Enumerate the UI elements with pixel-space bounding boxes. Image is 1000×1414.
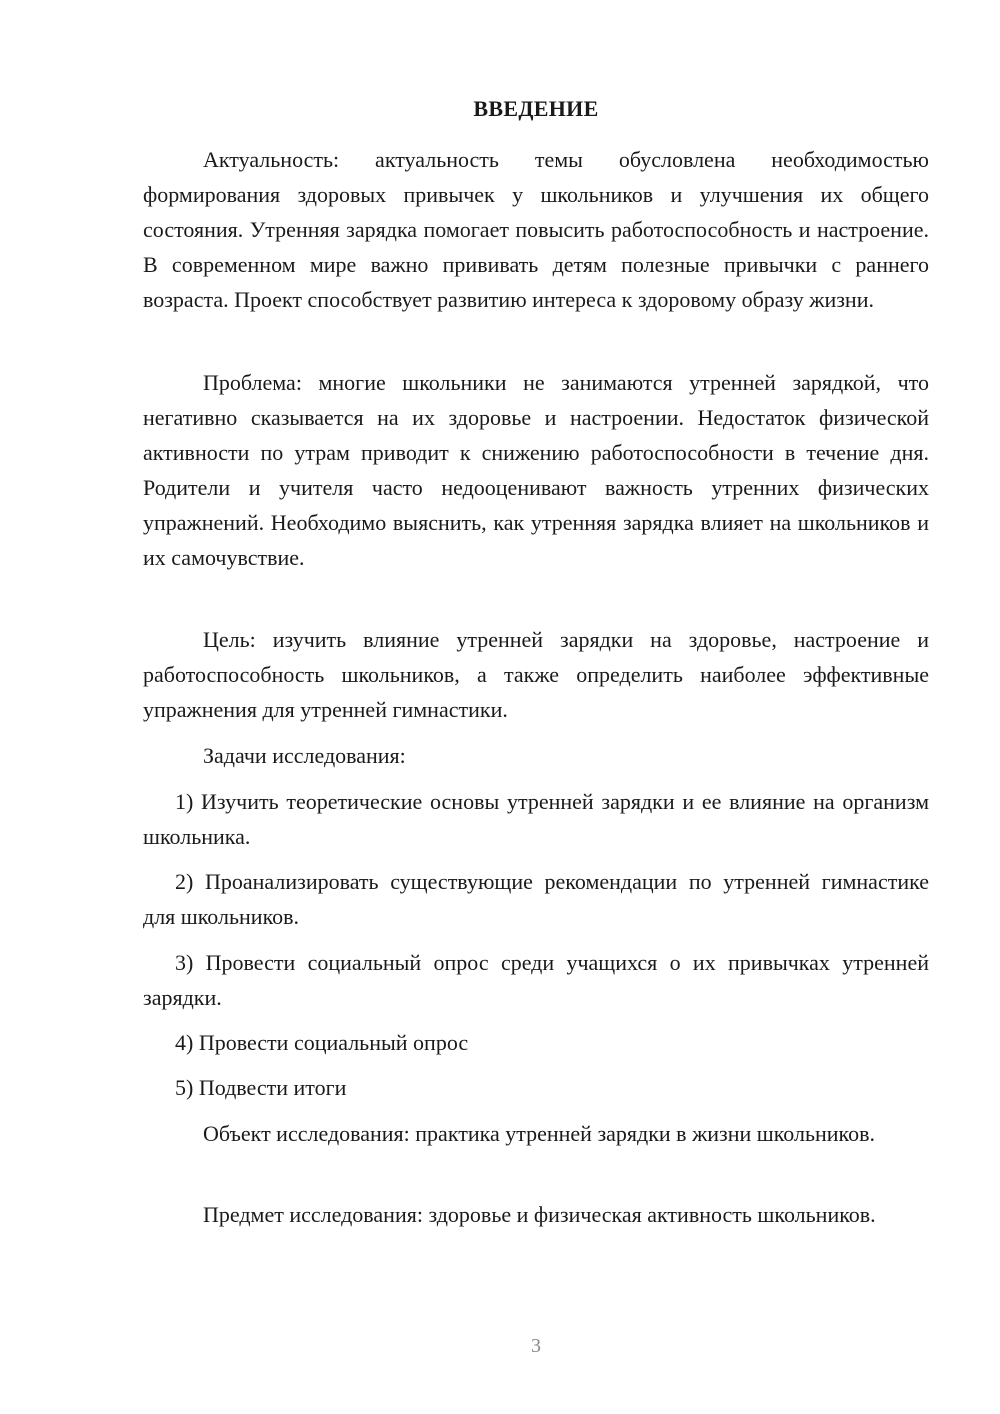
page-title: ВВЕДЕНИЕ	[473, 96, 599, 121]
task-item: 5) Подвести итоги	[175, 1075, 347, 1100]
task-item: 4) Провести социальный опрос	[175, 1030, 469, 1055]
paragraph-problem: Проблема: многие школьники не занимаются утренней зарядкой, что негативно сказывается на их здоровье и настроении. Недостаток физической активности по утрам приводит к снижению работоспособности в течение дня. Родители и учителя часто недооценивают важность утренних физических упражнений. Необходимо выяснить, как утренняя зарядка влияет на школьников и их самочувствие.	[143, 370, 929, 570]
task-item: 1) Изучить теоретические основы утренней зарядки и ее влияние на организм школьника.	[143, 789, 929, 849]
paragraph-goal: Цель: изучить влияние утренней зарядки на здоровье, настроение и работоспособность школьников, а также определить наиболее эффективные упражнения для утренней гимнастики.	[143, 627, 929, 722]
task-item: 3) Провести социальный опрос среди учащихся о их привычках утренней зарядки.	[143, 950, 929, 1010]
paragraph-subject: Предмет исследования: здоровье и физическая активность школьников.	[203, 1202, 876, 1227]
paragraph-object: Объект исследования: практика утренней зарядки в жизни школьников.	[203, 1121, 876, 1146]
page-number: 3	[531, 1335, 541, 1357]
tasks-heading: Задачи исследования:	[203, 743, 406, 768]
paragraph-relevance: Актуальность: актуальность темы обусловлена необходимостью формирования здоровых привычек у школьников и улучшения их общего состояния. Утренняя зарядка помогает повысить работоспособность и настроение. В современном мире важно прививать детям полезные привычки с раннего возраста. Проект способствует развитию интереса к здоровому образу жизни.	[143, 147, 929, 312]
task-item: 2) Проанализировать существующие рекомендации по утренней гимнастике для школьников.	[143, 869, 929, 929]
